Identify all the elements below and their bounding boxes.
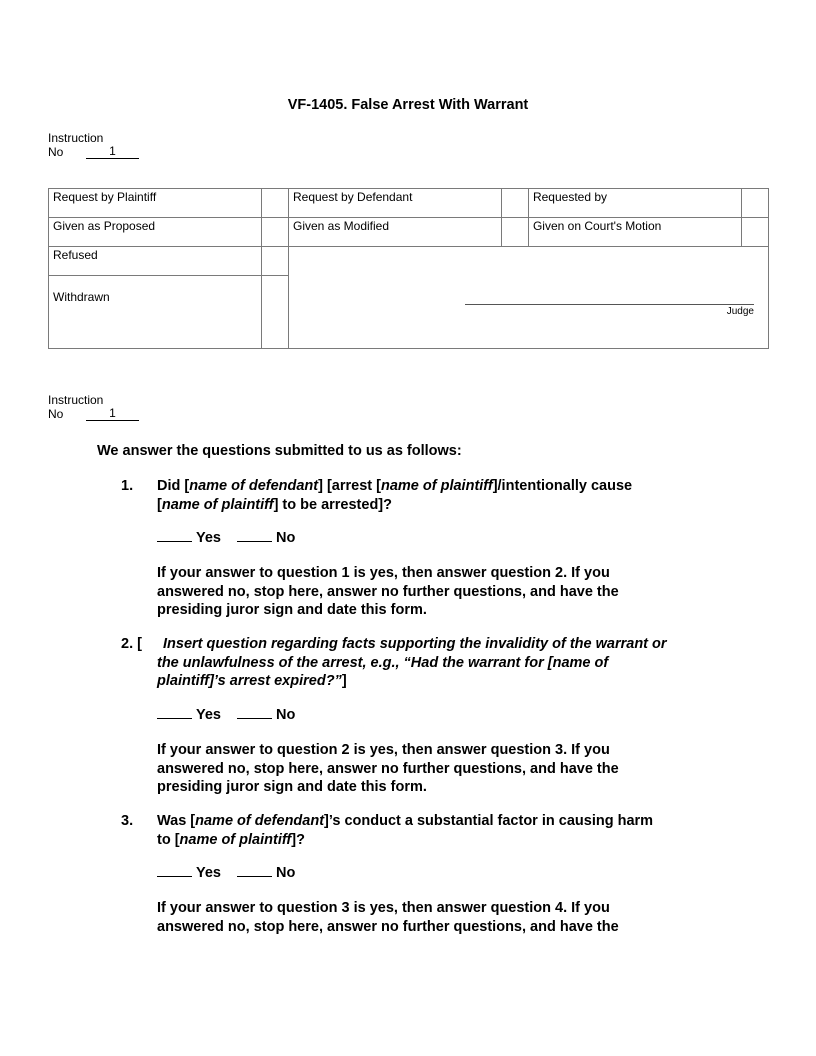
- judge-signature-area: [288, 247, 768, 349]
- refused-box[interactable]: [262, 247, 289, 276]
- question-3-text: Was [name of defendant]’s conduct a substantial factor in causing harm to [name of plaintiff]?: [157, 813, 654, 848]
- withdrawn-box[interactable]: [262, 276, 289, 349]
- no-label: No: [276, 530, 296, 546]
- question-3-no-blank[interactable]: [237, 864, 272, 877]
- question-1-text: Did [name of defendant] [arrest [name of plaintiff]/intentionally cause [name of plaintiff] to be arrested]?: [157, 478, 633, 513]
- question-2-text: Insert question regarding facts supporting the invalidity of the warrant or the unlawfulness of the arrest, e.g., “Had the warrant for [name of plaintiff]’s arrest expired?”]: [157, 636, 667, 689]
- question-1-no-blank[interactable]: [237, 529, 272, 542]
- requested-by-box[interactable]: [742, 189, 769, 218]
- yes-label: Yes: [196, 865, 221, 881]
- judge-signature-line[interactable]: [465, 304, 754, 305]
- question-3-number: 3.: [121, 813, 134, 829]
- instruction-no-value: 1: [86, 407, 139, 421]
- document-title: VF-1405. False Arrest With Warrant: [287, 97, 529, 113]
- instruction-no-value: 1: [86, 145, 139, 159]
- requested-by-label: Requested by: [528, 189, 741, 218]
- table-row: [49, 218, 769, 247]
- instruction-number-block: [48, 393, 139, 421]
- question-1-followup: If your answer to question 1 is yes, then answer question 2. If you answered no, stop here, answer no further questions, and have the presiding juror sign and date this form.: [157, 565, 619, 618]
- given-on-courts-motion-label: Given on Court's Motion: [528, 218, 741, 247]
- question-2-no-blank[interactable]: [237, 706, 272, 719]
- given-as-proposed-label: Given as Proposed: [49, 218, 262, 247]
- intro-statement: We answer the questions submitted to us as follows:: [97, 443, 462, 459]
- judge-label: Judge: [726, 306, 754, 317]
- table-row: [49, 247, 769, 276]
- no-label: No: [276, 707, 296, 723]
- instruction-label: Instruction: [48, 131, 104, 145]
- instruction-no-label: No: [48, 145, 64, 159]
- given-as-modified-box[interactable]: [502, 218, 529, 247]
- yes-label: Yes: [196, 530, 221, 546]
- request-by-defendant-label: Request by Defendant: [288, 189, 501, 218]
- table-row: [49, 189, 769, 218]
- question-3-followup: If your answer to question 3 is yes, then answer question 4. If you answered no, stop here, answer no further questions, and have the: [157, 900, 619, 935]
- instruction-label: Instruction: [48, 393, 104, 407]
- question-3-yes-blank[interactable]: [157, 864, 192, 877]
- request-by-defendant-box[interactable]: [502, 189, 529, 218]
- question-2-followup: If your answer to question 2 is yes, then answer question 3. If you answered no, stop here, answer no further questions, and have the presiding juror sign and date this form.: [157, 742, 619, 795]
- question-1-yes-blank[interactable]: [157, 529, 192, 542]
- question-2-yes-blank[interactable]: [157, 706, 192, 719]
- question-1-answer: [157, 529, 295, 548]
- question-1-number: 1.: [121, 478, 134, 494]
- given-as-modified-label: Given as Modified: [288, 218, 501, 247]
- withdrawn-label: Withdrawn: [49, 276, 262, 349]
- no-label: No: [276, 865, 296, 881]
- yes-label: Yes: [196, 707, 221, 723]
- request-by-plaintiff-label: Request by Plaintiff: [49, 189, 262, 218]
- question-2-number: 2. [: [121, 636, 142, 652]
- instruction-number-block: [48, 131, 139, 159]
- request-disposition-table: [48, 188, 769, 349]
- request-by-plaintiff-box[interactable]: [262, 189, 289, 218]
- instruction-no-label: No: [48, 407, 64, 421]
- given-as-proposed-box[interactable]: [262, 218, 289, 247]
- question-3-answer: [157, 864, 295, 883]
- question-2-answer: [157, 706, 295, 725]
- given-on-courts-motion-box[interactable]: [742, 218, 769, 247]
- refused-label: Refused: [49, 247, 262, 276]
